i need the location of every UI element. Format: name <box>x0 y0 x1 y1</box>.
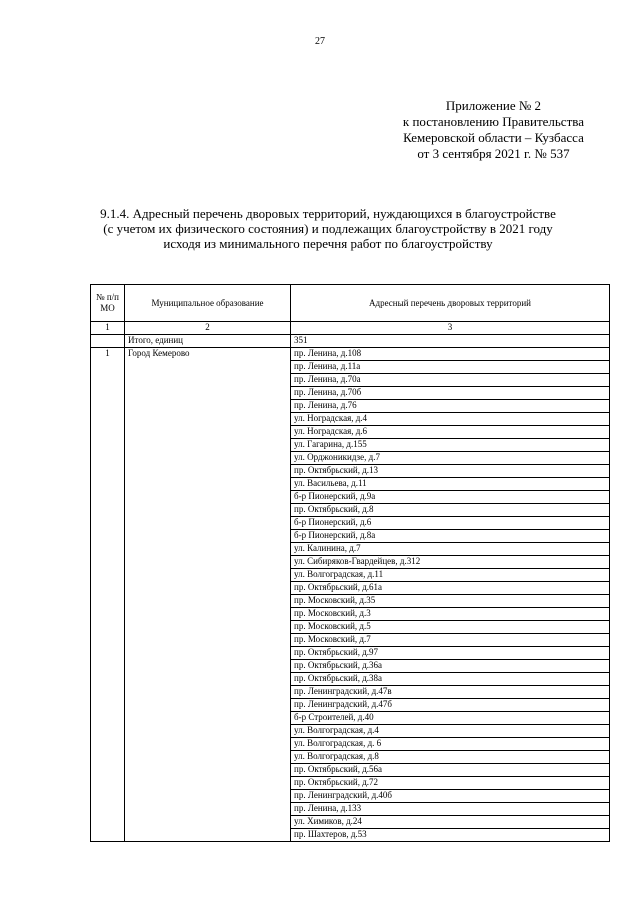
appendix-block <box>403 98 584 162</box>
address-cell: пр. Ленина, д.108 <box>291 348 610 361</box>
total-num <box>91 335 125 348</box>
address-cell: пр. Московский, д.5 <box>291 621 610 634</box>
address-cell: пр. Октябрьский, д.97 <box>291 647 610 660</box>
table-header-row <box>91 285 610 322</box>
address-cell: пр. Октябрьский, д.61а <box>291 582 610 595</box>
address-table <box>90 284 610 842</box>
index-cell: 2 <box>125 322 291 335</box>
address-cell: пр. Ленина, д.70б <box>291 387 610 400</box>
appendix-line-2: к постановлению Правительства <box>402 114 584 129</box>
address-cell: пр. Московский, д.7 <box>291 634 610 647</box>
address-cell: б-р Пионерский, д.9а <box>291 491 610 504</box>
address-cell: пр. Ленинградский, д.40б <box>291 790 610 803</box>
address-cell: ул. Сибиряков-Гвардейцев, д.312 <box>291 556 610 569</box>
address-cell: ул. Волгоградская, д.11 <box>291 569 610 582</box>
address-cell: пр. Ленина, д.76 <box>291 400 610 413</box>
total-value: 351 <box>291 335 610 348</box>
appendix-line-3: Кемеровской области – Кузбасса <box>403 130 584 145</box>
address-cell: пр. Ленина, д.70а <box>291 374 610 387</box>
address-cell: пр. Октябрьский, д.56а <box>291 764 610 777</box>
header-num: № п/п МО <box>91 285 125 322</box>
address-cell: пр. Ленина, д.133 <box>291 803 610 816</box>
address-cell: пр. Московский, д.35 <box>291 595 610 608</box>
address-cell: пр. Октябрьский, д.36а <box>291 660 610 673</box>
table-index-row <box>91 322 610 335</box>
address-cell: пр. Шахтеров, д.53 <box>291 829 610 842</box>
address-cell: ул. Гагарина, д.155 <box>291 439 610 452</box>
address-cell: ул. Орджоникидзе, д.7 <box>291 452 610 465</box>
total-row <box>91 335 610 348</box>
appendix-line-1: Приложение № 2 <box>445 98 542 113</box>
index-cell: 1 <box>91 322 125 335</box>
address-cell: ул. Ноградская, д.6 <box>291 426 610 439</box>
header-municipality: Муниципальное образование <box>125 285 291 322</box>
address-cell: ул. Волгоградская, д.8 <box>291 751 610 764</box>
header-addresses: Адресный перечень дворовых территорий <box>291 285 610 322</box>
address-cell: пр. Ленина, д.11а <box>291 361 610 374</box>
municipality-name: Город Кемерово <box>125 348 291 842</box>
table-row <box>91 348 610 361</box>
address-cell: ул. Волгоградская, д. 6 <box>291 738 610 751</box>
address-cell: б-р Пионерский, д.6 <box>291 517 610 530</box>
address-cell: б-р Пионерский, д.8а <box>291 530 610 543</box>
row-number: 1 <box>91 348 125 842</box>
index-cell: 3 <box>291 322 610 335</box>
address-cell: пр. Ленинградский, д.47б <box>291 699 610 712</box>
address-cell: ул. Волгоградская, д.4 <box>291 725 610 738</box>
address-cell: пр. Московский, д.3 <box>291 608 610 621</box>
address-cell: ул. Химиков, д.24 <box>291 816 610 829</box>
address-cell: ул. Калинина, д.7 <box>291 543 610 556</box>
address-cell: пр. Октябрьский, д.72 <box>291 777 610 790</box>
address-cell: пр. Ленинградский, д.47в <box>291 686 610 699</box>
address-cell: б-р Строителей, д.40 <box>291 712 610 725</box>
address-cell: пр. Октябрьский, д.8 <box>291 504 610 517</box>
total-label: Итого, единиц <box>125 335 291 348</box>
address-cell: пр. Октябрьский, д.13 <box>291 465 610 478</box>
address-cell: ул. Ноградская, д.4 <box>291 413 610 426</box>
page-number: 27 <box>315 36 325 47</box>
address-cell: ул. Васильева, д.11 <box>291 478 610 491</box>
appendix-line-4: от 3 сентября 2021 г. № 537 <box>417 146 570 161</box>
address-cell: пр. Октябрьский, д.38а <box>291 673 610 686</box>
section-heading: 9.1.4. Адресный перечень дворовых территорий, нуждающихся в благоустройстве (с учетом их физического состояния) и подлежащих благоустройству в 2021 году исходя из минимального перечня работ по благоустройству <box>100 206 556 251</box>
